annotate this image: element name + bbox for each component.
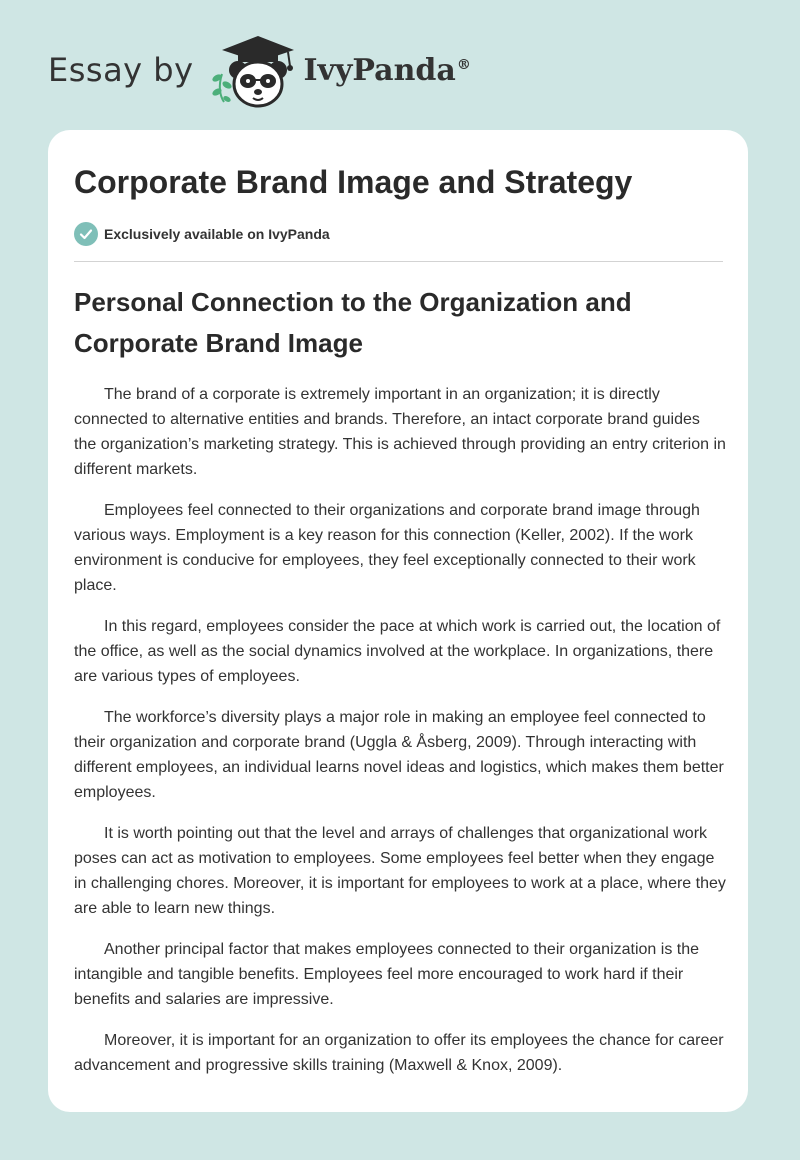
page-title: Corporate Brand Image and Strategy bbox=[74, 164, 633, 200]
leaf-icon bbox=[211, 73, 233, 103]
paragraph-5: It is worth pointing out that the level and arrays of challenges that organizational work poses can act as motivation to employees. Some employees feel better when they engage in challenging chores. Moreover, it is important for employees to work at a place, where they are able to learn new things. bbox=[74, 825, 726, 917]
registered-mark: ® bbox=[456, 56, 471, 73]
section-heading: Personal Connection to the Organization and Corporate Brand Image bbox=[74, 287, 632, 358]
site-header bbox=[48, 30, 471, 110]
paragraph-4: The workforce’s diversity plays a major role in making an employee feel connected to their organization and corporate brand (Uggla & Åsberg, 2009). Through interacting with different employees, an individual learns novel ideas and logistics, which makes them better employees. bbox=[74, 709, 724, 801]
panda-graduate-icon[interactable] bbox=[208, 30, 300, 110]
check-circle-icon bbox=[74, 222, 98, 246]
brand-name: IvyPanda bbox=[303, 52, 456, 88]
divider bbox=[74, 261, 723, 262]
paragraph-2: Employees feel connected to their organizations and corporate brand image through various ways. Employment is a key reason for this connection (Keller, 2002). If the work environment is conducive for employees, they feel exceptionally connected to their work place. bbox=[74, 502, 700, 594]
exclusive-label: Exclusively available on IvyPanda bbox=[104, 226, 330, 242]
paragraph-3: In this regard, employees consider the pace at which work is carried out, the location of the office, as well as the social dynamics involved at the workplace. In organizations, there are various types of employees. bbox=[74, 618, 721, 685]
essay-by-label: Essay by bbox=[48, 51, 194, 89]
essay-card bbox=[48, 130, 748, 1112]
paragraph-7: Moreover, it is important for an organization to offer its employees the chance for career advancement and progressive skills training (Maxwell & Knox, 2009). bbox=[74, 1032, 724, 1074]
paragraph-6: Another principal factor that makes employees connected to their organization is the intangible and tangible benefits. Employees feel more encouraged to work hard if their benefits and salaries are impressive. bbox=[74, 941, 699, 1008]
brand-wordmark[interactable] bbox=[304, 53, 471, 88]
essay-body bbox=[74, 382, 726, 1094]
paragraph-1: The brand of a corporate is extremely important in an organization; it is directly connected to alternative entities and brands. Therefore, an intact corporate brand guides the organization’s marketing strategy. This is achieved through providing an entry criterion in different markets. bbox=[74, 386, 726, 478]
exclusive-badge bbox=[74, 222, 330, 246]
